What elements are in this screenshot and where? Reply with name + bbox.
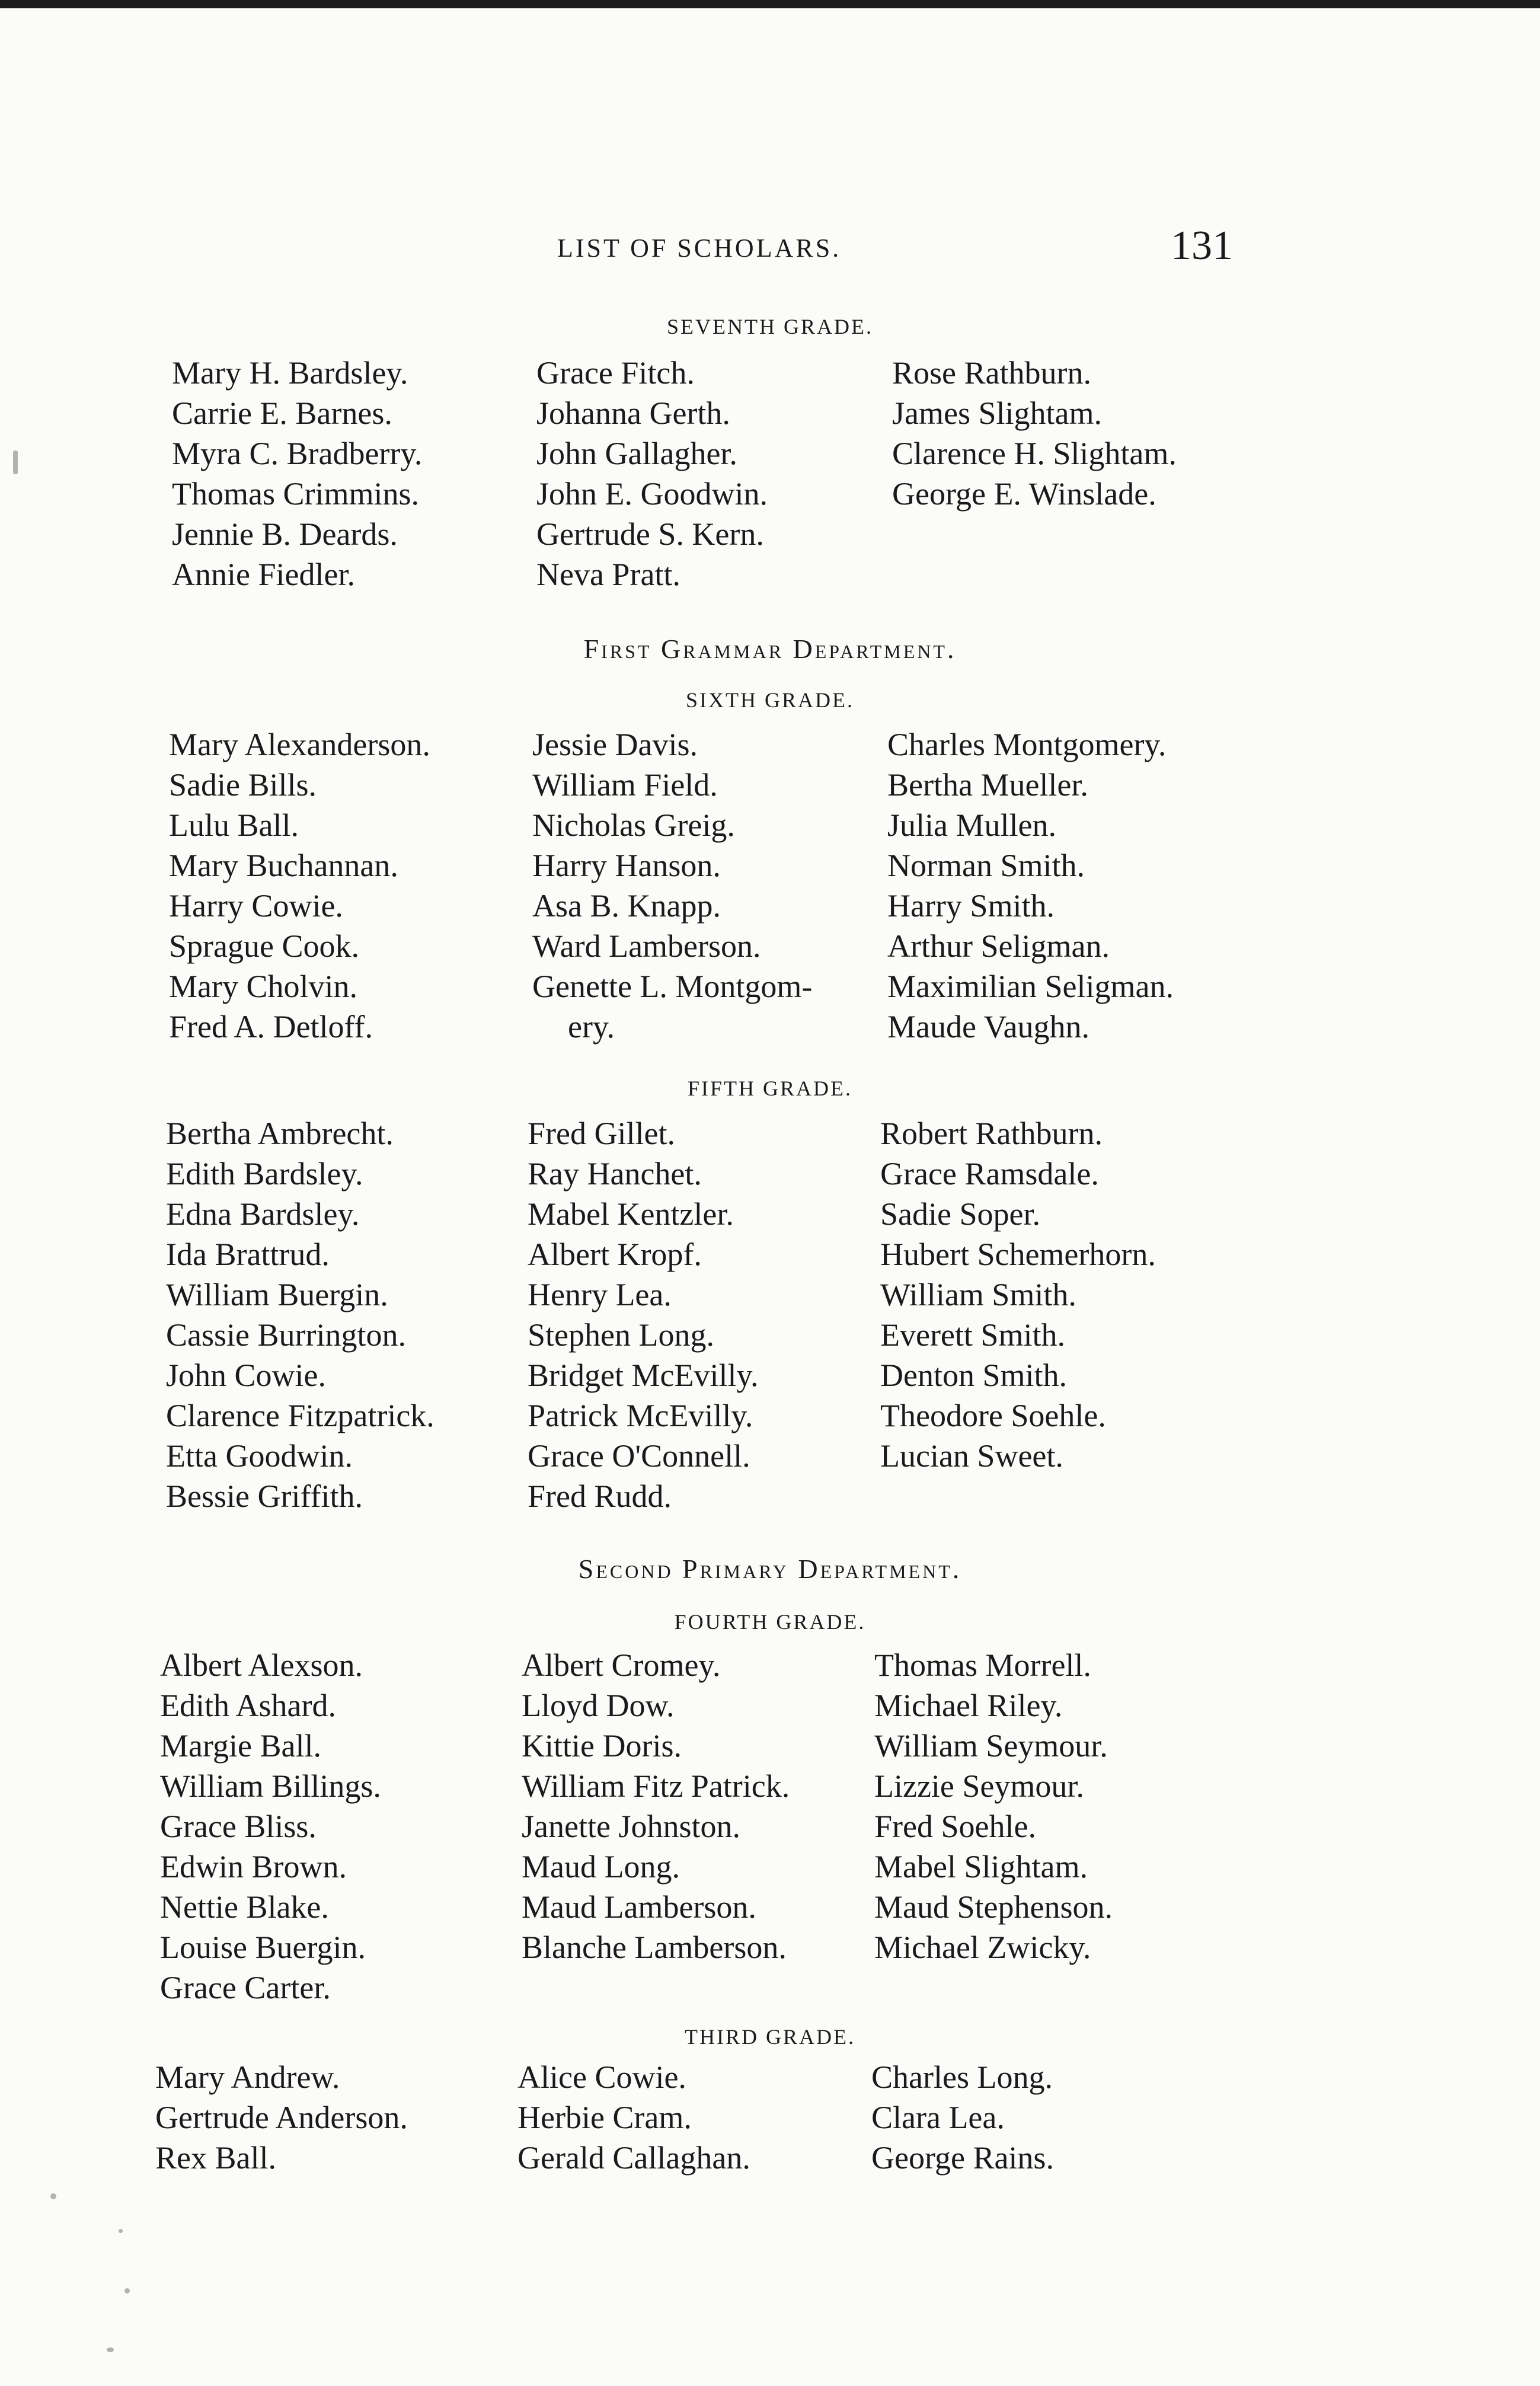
name-column [166,1113,533,1516]
scholar-name: Etta Goodwin. [166,1438,353,1474]
scholar-name: Julia Mullen. [887,807,1056,843]
grade-heading-seventh: SEVENTH GRADE. [667,315,873,338]
department-heading-first-grammar: First Grammar Department. [583,634,957,664]
scholar-name: Grace Ramsdale. [880,1156,1099,1192]
scholar-name: John Cowie. [166,1358,326,1393]
scholar-name: Genette L. Montgom- [532,969,813,1004]
scan-speck [124,2288,130,2294]
name-column [880,1113,1248,1476]
name-column [528,1113,895,1516]
scholar-name: Edwin Brown. [160,1849,347,1884]
scholar-name: Bertha Mueller. [887,767,1088,803]
scholar-name: Maud Lamberson. [522,1889,756,1925]
scholar-name: Rose Rathburn. [892,355,1091,391]
scholar-name: Ward Lamberson. [532,928,761,964]
scholar-name: William Fitz Patrick. [522,1768,790,1804]
page-top-rule [0,0,1540,8]
name-column [160,1645,528,2008]
scholar-name: Clarence H. Slightam. [892,436,1177,471]
name-column [517,2057,885,2178]
scholar-name: Gertrude Anderson. [155,2100,408,2135]
scholar-name: Ida Brattrud. [166,1237,330,1272]
scholar-name: Lucian Sweet. [880,1438,1063,1474]
scholar-name: Alice Cowie. [517,2059,686,2095]
scholar-name: Nettie Blake. [160,1889,329,1925]
scholar-name: Thomas Morrell. [874,1647,1091,1683]
scan-speck [119,2229,123,2233]
scholar-name: Norman Smith. [887,848,1085,883]
scholar-name: Albert Cromey. [522,1647,721,1683]
scholar-name: Lulu Ball. [169,807,299,843]
scholar-name: Mabel Slightam. [874,1849,1088,1884]
scholar-name: Herbie Cram. [517,2100,692,2135]
scholar-name: Jennie B. Deards. [172,516,398,552]
scholar-name: John Gallagher. [536,436,737,471]
scholar-name: Everett Smith. [880,1317,1065,1353]
name-column [522,1645,889,1967]
scholar-name: ery. [568,1009,615,1045]
scholar-name: Hubert Schemerhorn. [880,1237,1156,1272]
scholar-name: Jessie Davis. [532,727,698,762]
scholar-name: Charles Long. [871,2059,1053,2095]
scholar-name: Ray Hanchet. [528,1156,702,1192]
scholar-name: Denton Smith. [880,1358,1068,1393]
scholar-name: Bridget McEvilly. [528,1358,759,1393]
scholar-name: William Buergin. [166,1277,388,1312]
scholar-name: Annie Fiedler. [172,557,355,592]
scholar-name: Mabel Kentzler. [528,1196,734,1232]
scholar-name: Mary Buchannan. [169,848,398,883]
scholar-name: William Billings. [160,1768,381,1804]
scholar-name: Maud Long. [522,1849,680,1884]
scholar-name: William Smith. [880,1277,1076,1312]
scholar-name: Michael Zwicky. [874,1930,1091,1965]
scan-speck [13,451,18,474]
name-column [874,1645,1242,1967]
scholar-name: Margie Ball. [160,1728,321,1764]
grade-heading-fourth: FOURTH GRADE. [674,1610,866,1634]
scholar-name: Edith Bardsley. [166,1156,363,1192]
scholar-name: Blanche Lamberson. [522,1930,787,1965]
scholar-name: Patrick McEvilly. [528,1398,753,1433]
scholar-name: Michael Riley. [874,1688,1063,1723]
name-column [536,353,904,595]
scholar-name: Grace O'Connell. [528,1438,750,1474]
scholar-name: Maud Stephenson. [874,1889,1113,1925]
name-column [172,353,539,595]
scholar-name: Albert Kropf. [528,1237,702,1272]
name-column [871,2057,1239,2178]
scholar-name: Arthur Seligman. [887,928,1110,964]
scholar-name: John E. Goodwin. [536,476,768,512]
page-header [0,222,1540,276]
scholar-name: Kittie Doris. [522,1728,682,1764]
scholar-name: Myra C. Bradberry. [172,436,423,471]
scan-speck [107,2347,114,2352]
scholar-name: Thomas Crimmins. [172,476,419,512]
scholar-name: George E. Winslade. [892,476,1156,512]
scholar-name: Cassie Burrington. [166,1317,406,1353]
page-number: 131 [1171,223,1233,269]
scholar-name: Mary Andrew. [155,2059,340,2095]
scholar-name: Fred Soehle. [874,1809,1036,1844]
scholar-name: Mary Alexanderson. [169,727,430,762]
scholar-name: William Field. [532,767,718,803]
scholar-name: George Rains. [871,2140,1054,2176]
scholar-name: Fred A. Detloff. [169,1009,373,1045]
scholar-name: Grace Bliss. [160,1809,317,1844]
scholar-name: Asa B. Knapp. [532,888,721,924]
scan-speck [50,2193,56,2199]
scholar-name: Lloyd Dow. [522,1688,675,1723]
scholar-name: Sprague Cook. [169,928,359,964]
scholar-name: William Seymour. [874,1728,1108,1764]
scholar-name: Theodore Soehle. [880,1398,1106,1433]
scholar-name: Henry Lea. [528,1277,672,1312]
name-column [169,724,536,1047]
scholar-name: Edna Bardsley. [166,1196,360,1232]
scholar-name: Bessie Griffith. [166,1478,363,1514]
scholar-name: Clarence Fitzpatrick. [166,1398,434,1433]
scholar-name: Maximilian Seligman. [887,969,1174,1004]
scholar-name: Mary Cholvin. [169,969,357,1004]
scholar-name: Stephen Long. [528,1317,714,1353]
scholar-name: Clara Lea. [871,2100,1005,2135]
name-column [887,724,1255,1047]
scholar-name: Edith Ashard. [160,1688,336,1723]
scholar-name: Albert Alexson. [160,1647,363,1683]
scholar-name: Mary H. Bardsley. [172,355,408,391]
scholar-name: Gertrude S. Kern. [536,516,764,552]
scholar-name: Johanna Gerth. [536,395,730,431]
scholar-name: Maude Vaughn. [887,1009,1089,1045]
scholar-name: Lizzie Seymour. [874,1768,1084,1804]
running-title: LIST OF SCHOLARS. [557,234,842,263]
grade-heading-fifth: FIFTH GRADE. [687,1077,852,1100]
scholar-name: Harry Hanson. [532,848,721,883]
scholar-name: Fred Gillet. [528,1116,675,1151]
name-column [892,353,1260,514]
scholar-name: James Slightam. [892,395,1102,431]
department-heading-second-primary: Second Primary Department. [578,1554,962,1584]
scholar-name: Louise Buergin. [160,1930,366,1965]
scholar-name: Charles Montgomery. [887,727,1167,762]
scholar-name: Carrie E. Barnes. [172,395,392,431]
scholar-name: Sadie Soper. [880,1196,1040,1232]
grade-heading-sixth: SIXTH GRADE. [686,688,854,712]
scholar-name: Fred Rudd. [528,1478,672,1514]
scholar-name: Janette Johnston. [522,1809,740,1844]
name-column [155,2057,523,2178]
scholar-name: Rex Ball. [155,2140,276,2176]
scholar-name: Neva Pratt. [536,557,680,592]
scholar-name: Grace Carter. [160,1970,331,2005]
scholar-name: Nicholas Greig. [532,807,735,843]
grade-heading-third: THIRD GRADE. [685,2025,855,2049]
scholar-name: Harry Cowie. [169,888,343,924]
scholar-name: Gerald Callaghan. [517,2140,750,2176]
scholar-name: Harry Smith. [887,888,1055,924]
scholar-name: Robert Rathburn. [880,1116,1103,1151]
name-column [532,724,900,1047]
scholar-name: Bertha Ambrecht. [166,1116,394,1151]
scholar-name: Grace Fitch. [536,355,695,391]
scholar-name: Sadie Bills. [169,767,317,803]
